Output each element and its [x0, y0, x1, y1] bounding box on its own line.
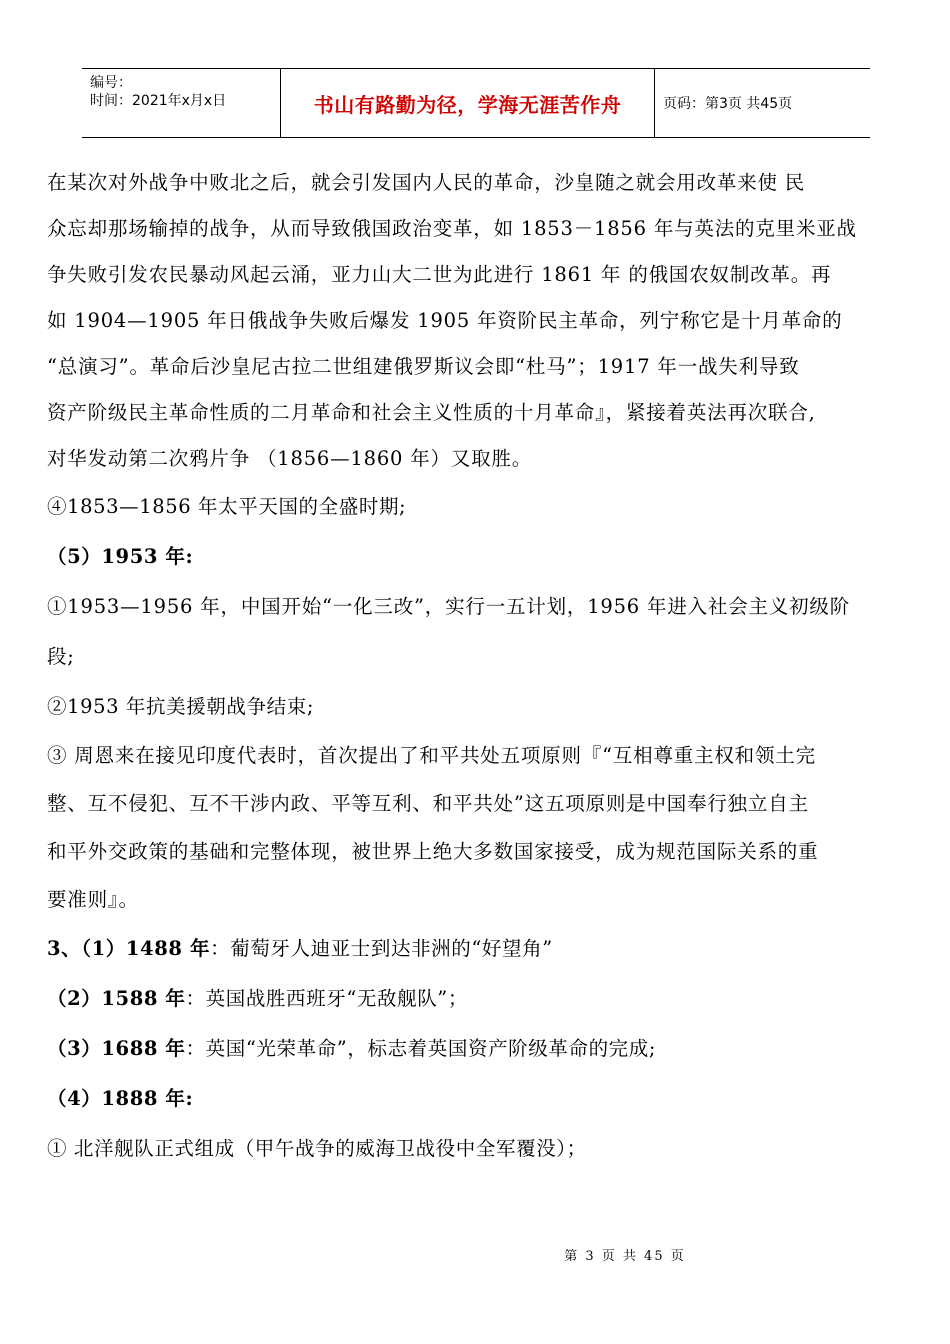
- paragraph-russia: [47, 160, 919, 482]
- heading-1953: （5）1953 年:: [47, 545, 194, 568]
- year-label: （2）1588 年: [47, 987, 186, 1010]
- text-line: 争失败引发农民暴动风起云涌，亚力山大二世为此进行 1861 年 的俄国农奴制改革。再: [47, 263, 832, 286]
- event-text: ：英国“光荣革命”，标志着英国资产阶级革命的完成;: [185, 1037, 657, 1060]
- text-line: “总演习”。革命后沙皇尼古拉二世组建俄罗斯议会即“杜马”；1917 年一战失利导致: [47, 355, 800, 378]
- text-line: 整、互不侵犯、互不干涉内政、平等互利、和平共处”这五项原则是中国奉行独立自主: [47, 792, 809, 815]
- text-line: 如 1904—1905 年日俄战争失败后爆发 1905 年资阶民主革命，列宁称它是十月革命的: [47, 309, 843, 332]
- event-text: ：英国战胜西班牙“无敌舰队”；: [185, 987, 468, 1010]
- text-line: 资产阶级民主革命性质的二月革命和社会主义性质的十月革命』，紧接着英法再次联合,: [47, 401, 816, 424]
- section-3-1488: [47, 924, 919, 974]
- item-1953-first: [47, 582, 919, 682]
- text-line: 对华发动第二次鸦片争 （1856—1860 年）又取胜。: [47, 447, 533, 470]
- item-1888-first: ① 北洋舰队正式组成（甲午战争的威海卫战役中全军覆没）；: [47, 1137, 587, 1160]
- text-line: 在某次对外战争中败北之后，就会引发国内人民的革命，沙皇随之就会用改革来使 民: [47, 171, 806, 194]
- text-line: ①1953—1956 年，中国开始“一化三改”，实行一五计划，1956 年进入社会主义初级阶: [47, 595, 851, 618]
- text-line: 和平外交政策的基础和完整体现，被世界上绝大多数国家接受，成为规范国际关系的重: [47, 840, 819, 863]
- event-text: ：葡萄牙人迪亚士到达非洲的“好望角”: [210, 937, 553, 960]
- header-page-number: 页码：第3页 共45页: [663, 96, 793, 112]
- text-line: 要准则』。: [47, 888, 139, 911]
- text-line: ③ 周恩来在接见印度代表时，首次提出了和平共处五项原则『“互相尊重主权和领土完: [47, 744, 816, 767]
- item-1688: [47, 1024, 919, 1074]
- page-footer: 第 3 页 共 45 页: [564, 1249, 686, 1264]
- item-1953-second: ②1953 年抗美援朝战争结束;: [47, 695, 314, 718]
- text-line: 众忘却那场输掉的战争，从而导致俄国政治变革，如 1853－1856 年与英法的克里米亚战: [47, 217, 857, 240]
- document-number: 编号：: [90, 75, 132, 91]
- document-body: [47, 160, 919, 1174]
- page-header: [82, 68, 870, 138]
- header-motto: 书山有路勤为径，学海无涯苦作舟: [281, 69, 655, 137]
- item-taiping: ④1853—1856 年太平天国的全盛时期;: [47, 495, 407, 518]
- year-label: （3）1688 年: [47, 1037, 186, 1060]
- header-meta: [82, 69, 281, 137]
- item-1588: [47, 974, 919, 1024]
- document-date: 时间：2021年x月x日: [90, 93, 227, 109]
- year-label: 3、（1）1488 年: [47, 937, 211, 960]
- heading-1888: （4）1888 年:: [47, 1087, 194, 1110]
- item-1953-third: [47, 732, 919, 924]
- text-line: 段;: [47, 645, 75, 668]
